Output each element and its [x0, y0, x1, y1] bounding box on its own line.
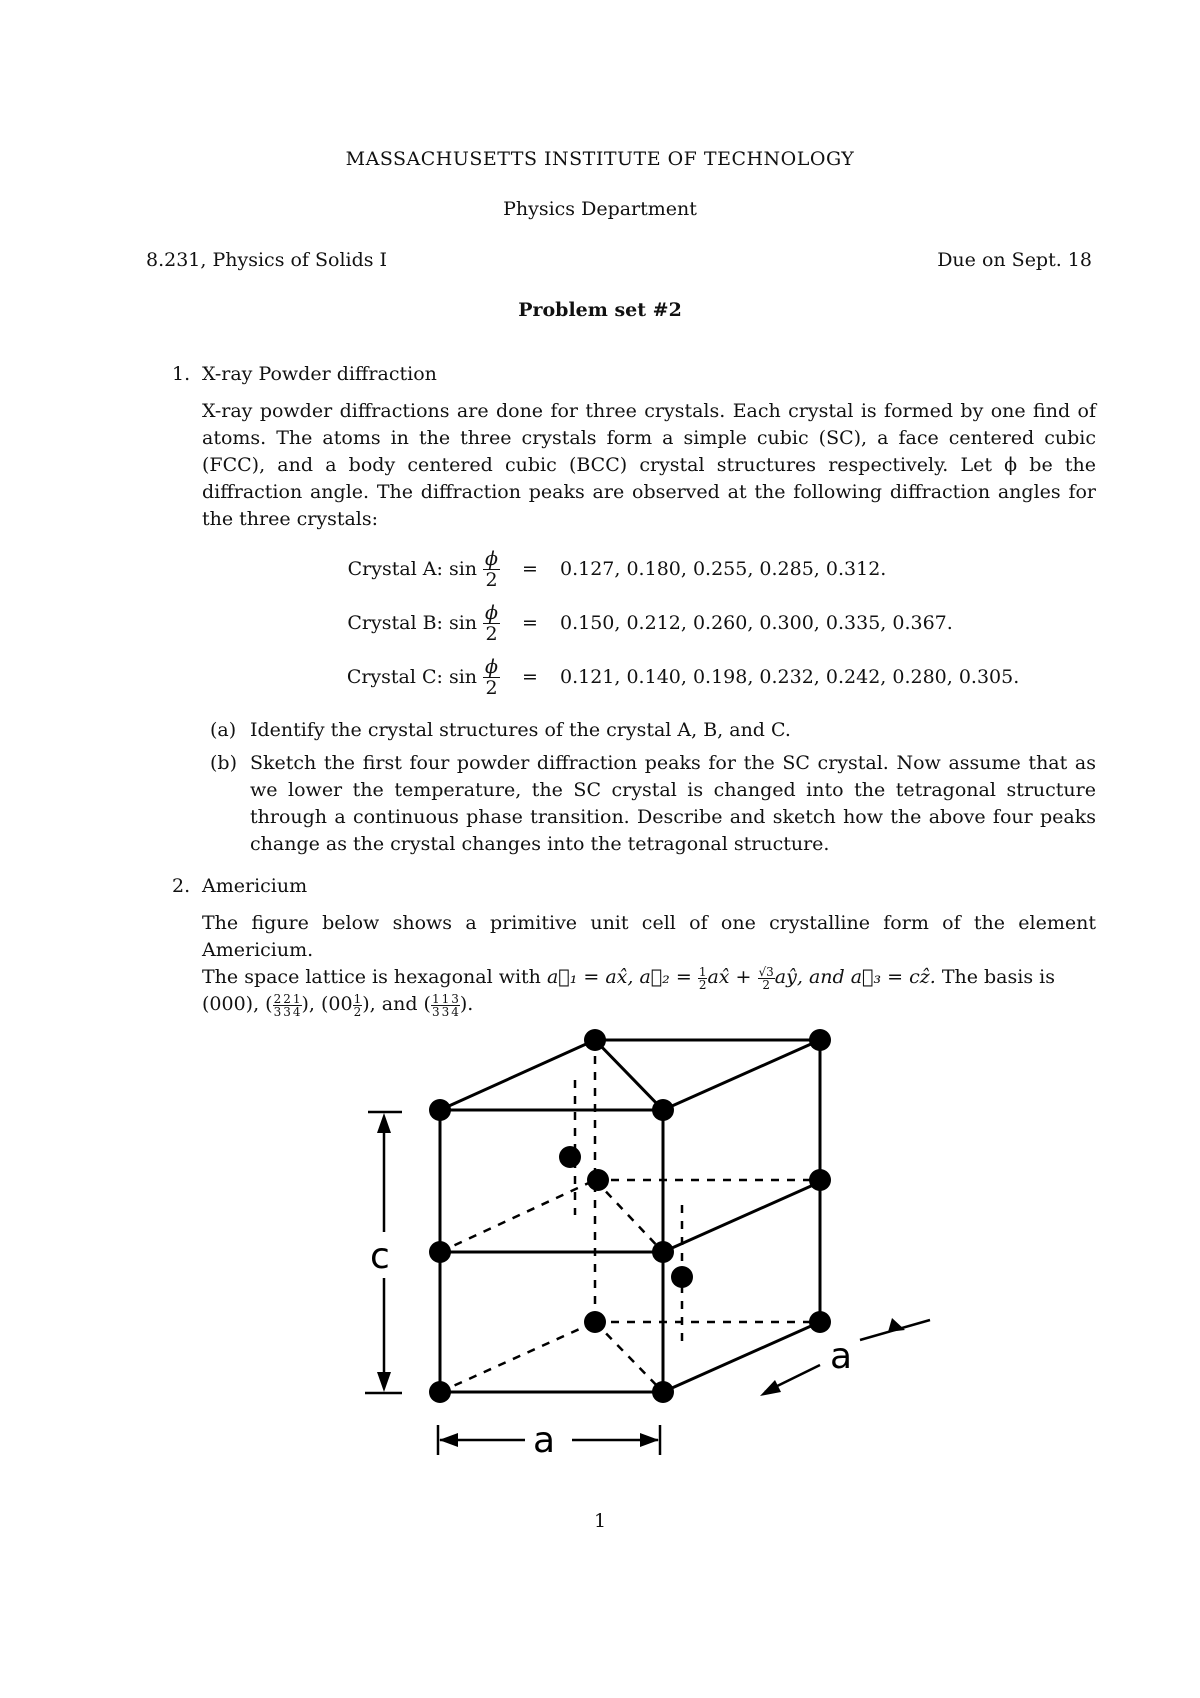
atom	[652, 1241, 674, 1263]
basis-line: (000), ( $\frac{2}{3}$ $\frac{2}{3}$ $\frac{1}{4}$ ), (00 $\frac{1}{2}$ ), and ( $\frac{1}{3}$ $\frac{1}{3}$ $\frac{3}{4}$ ).	[202, 991, 474, 1019]
fraction-denominator: 2	[485, 676, 498, 699]
equation-label: Crystal A: sin	[347, 558, 478, 580]
sqrt3-fraction: $\frac{√3}{2}$	[758, 964, 774, 992]
atom	[809, 1029, 831, 1051]
atom	[671, 1266, 693, 1288]
problem-2-number: 2.	[172, 875, 191, 897]
atom	[559, 1146, 581, 1168]
fraction-numerator: ϕ	[485, 547, 498, 570]
vector-a1: a⃗₁ = ax̂,	[546, 966, 634, 988]
equation-label: Crystal C: sin	[346, 666, 478, 688]
atom	[584, 1311, 606, 1333]
a-bottom-label: a	[533, 1420, 556, 1461]
half-fraction: $\frac{1}{2}$	[698, 964, 707, 992]
equals-sign: =	[522, 612, 538, 634]
department-name: Physics Department	[503, 198, 697, 220]
atom	[584, 1029, 606, 1051]
problem-2-title: Americium	[202, 875, 308, 897]
equation-label: Crystal B: sin	[347, 612, 478, 634]
atom	[809, 1169, 831, 1191]
problem-2-intro-line: The figure below shows a primitive unit cell of one crystalline form of the element Americium.	[202, 912, 1096, 961]
equals-sign: =	[522, 666, 538, 688]
atom	[652, 1099, 674, 1121]
due-date: Due on Sept. 18	[937, 249, 1092, 271]
equation-values: 0.121, 0.140, 0.198, 0.232, 0.242, 0.280, 0.305.	[560, 666, 1020, 688]
part-text: Sketch the first four powder diffraction peaks for the SC crystal. Now assume that as we lower the temperature, the SC crystal is changed into the tetragonal structure through a continuous phase transition. Describe and sketch how the above four peaks change as the crystal changes into the tetragonal structure.	[250, 752, 1096, 855]
part-label: (b)	[210, 752, 237, 774]
problem-1-intro: X-ray powder diffractions are done for three crystals. Each crystal is formed by one find of atoms. The atoms in the three crystals form a simple cubic (SC), a face centered cubic (FCC), and a body centered cubic (BCC) crystal structures respectively. Let ϕ be the diffraction angle. The diffraction peaks are observed at the following diffraction angles for the three crystals:	[202, 400, 1096, 530]
problem-set-title: Problem set #2	[518, 299, 682, 321]
lattice-vectors-line: The space lattice is hexagonal with a⃗₁ = ax̂, a⃗₂ = $\frac{1}{2}$ ax̂ + $\frac{√3}{2}$ aŷ, and a⃗₃ = cẑ. The basis is	[202, 964, 1055, 992]
institution-name: MASSACHUSETTS INSTITUTE OF TECHNOLOGY	[345, 148, 855, 170]
equation-values: 0.150, 0.212, 0.260, 0.300, 0.335, 0.367.	[560, 612, 953, 634]
atom	[587, 1169, 609, 1191]
equation-values: 0.127, 0.180, 0.255, 0.285, 0.312.	[560, 558, 887, 580]
problem-1-title: X-ray Powder diffraction	[202, 363, 437, 385]
vector-a2-prefix: a⃗₂ =	[639, 966, 692, 988]
equals-sign: =	[522, 558, 538, 580]
problem-1-number: 1.	[172, 363, 191, 385]
dashed-edges	[440, 1040, 820, 1392]
fraction-denominator: 2	[485, 622, 498, 645]
a-side-label: a	[830, 1336, 853, 1377]
course-title: 8.231, Physics of Solids I	[146, 249, 388, 271]
atom	[429, 1241, 451, 1263]
atom	[429, 1099, 451, 1121]
page-number: 1	[593, 1510, 607, 1532]
atom	[652, 1381, 674, 1403]
part-text: Identify the crystal structures of the crystal A, B, and C.	[250, 719, 791, 741]
atom	[429, 1381, 451, 1403]
fraction-numerator: ϕ	[485, 601, 498, 624]
atom	[809, 1311, 831, 1333]
c-label: c	[370, 1236, 390, 1277]
part-label: (a)	[210, 719, 237, 741]
fraction-numerator: ϕ	[485, 655, 498, 678]
vector-a3: a⃗₃ = cẑ.	[850, 966, 936, 988]
fraction-denominator: 2	[485, 568, 498, 591]
